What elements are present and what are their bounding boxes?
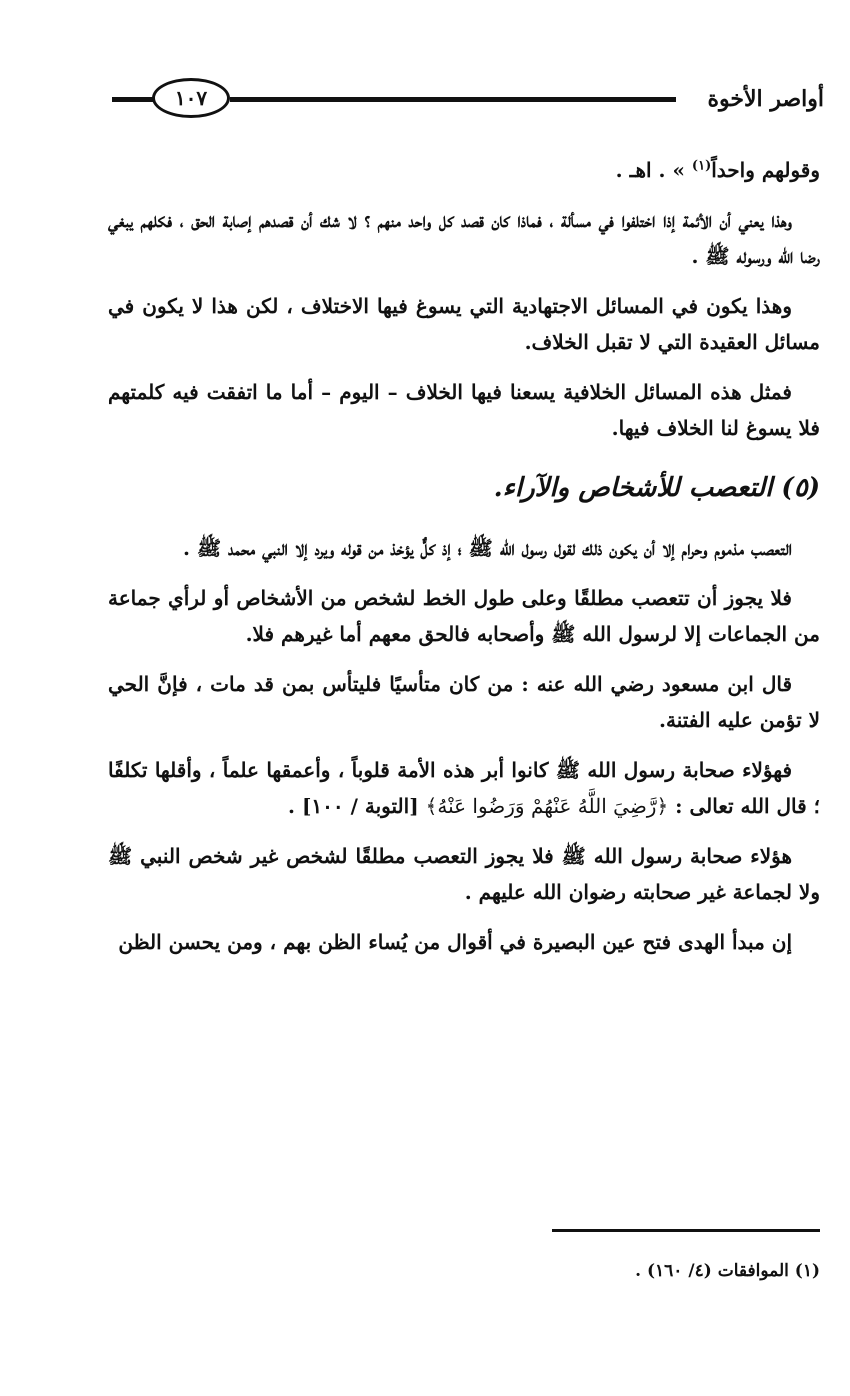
paragraph [108,752,820,824]
quran-verse: ﴿رَّضِيَ اللَّهُ عَنْهُمْ وَرَضُوا عَنْهُ﴾ [425,794,669,818]
body-text [108,152,820,974]
paragraph: وهذا يكون في المسائل الاجتهادية التي يسوغ فيها الاختلاف ، لكن هذا لا يكون في مسائل العقيدة التي لا تقبل الخلاف. [108,294,820,354]
verse-citation: [التوبة / ١٠٠] . [288,794,426,818]
paragraph: فمثل هذه المسائل الخلافية يسعنا فيها الخلاف – اليوم – أما ما اتفقت فيه كلمتهم فلا يسوغ لنا الخلاف فيها. [108,380,820,440]
header-rule [230,97,676,102]
paragraph: قال ابن مسعود رضي الله عنه : من كان متأسيًا فليتأس بمن قد مات ، فإنَّ الحي لا تؤمن عليه الفتنة. [108,672,820,732]
paragraph: فلا يجوز أن تتعصب مطلقًا وعلى طول الخط لشخص من الأشخاص أو لرأي جماعة من الجماعات إلا لرسول الله ﷺ وأصحابه فالحق معهم أما غيرهم فلا. [108,586,820,646]
header-rule-end [112,97,154,102]
footnote-reference: (١) [691,158,712,174]
paragraph-text: وقولهم واحداً [711,158,820,182]
paragraph: هؤلاء صحابة رسول الله ﷺ فلا يجوز التعصب مطلقًا لشخص غير شخص النبي ﷺ ولا لجماعة غير صحابته رضوان الله عليهم . [108,844,820,904]
running-title: أواصر الأخوة [707,86,824,112]
footnote-separator [552,1229,820,1232]
section-heading: (٥) التعصب للأشخاص والآراء. [493,473,820,503]
paragraph-text-tail: » . اهـ . [615,158,692,182]
paragraph-text: فهؤلاء صحابة رسول الله ﷺ كانوا أبر هذه الأمة قلوباً ، وأعمقها علماً ، وأقلها تكلفًا ؛ قال الله تعالى : [108,758,820,818]
paragraph: إن مبدأ الهدى فتح عين البصيرة في أقوال من يُساء الظن بهم ، ومن يحسن الظن [118,930,792,954]
page-header [112,78,824,124]
footnote: (١) الموافقات (٤/ ١٦٠) . [635,1261,820,1281]
page-number: ١٠٧ [152,78,230,118]
paragraph: وهذا يعني أن الأئمة إذا اختلفوا في مسألة ، فماذا كان قصد كل واحد منهم ؟ لا شك أن قصدهم إصابة الحق ، فكلهم يبغي رضا الله ورسوله ﷺ . [108,208,820,268]
paragraph [108,152,820,188]
paragraph: التعصب مذموم وحرام إلا أن يكون ذلك لقول رسول الله ﷺ ؛ إذ كلٌّ يؤخذ من قوله ويرد إلا النبي محمد ﷺ . [183,536,792,560]
